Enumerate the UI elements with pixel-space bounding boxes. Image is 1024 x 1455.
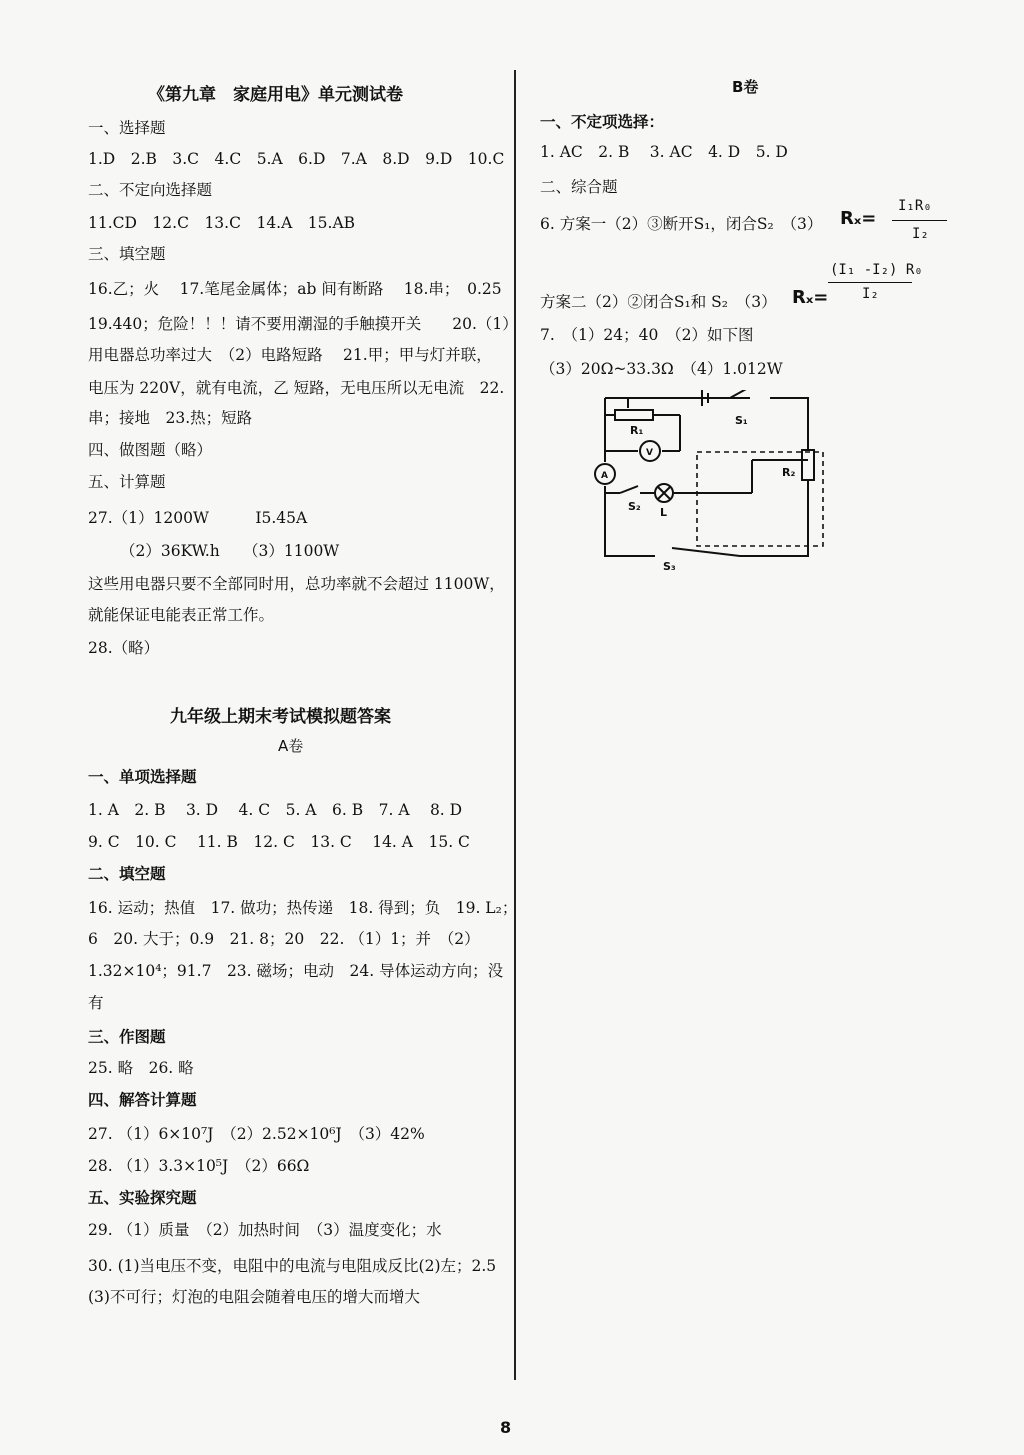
a-paper-line: 1.32×10⁴；91.7 23. 磁场；电动 24. 导体运动方向；没 (88, 962, 504, 980)
chapter9-line: （2）36KW.h （3）1100W (120, 542, 340, 560)
b-section2-heading: 二、综合题 (540, 178, 618, 196)
a-paper-line: 16. 运动；热值 17. 做功；热传递 18. 得到；负 19. L₂； (88, 899, 518, 917)
chapter9-line: 28.（略） (88, 639, 160, 657)
formula2-denominator: I₂ (862, 286, 879, 302)
voltmeter-label: V (646, 448, 653, 458)
formula2-numerator: (I₁ -I₂) R₀ (830, 262, 923, 278)
chapter9-line: 串；接地 23.热；短路 (88, 409, 253, 427)
r2-label: R₂ (782, 466, 796, 479)
chapter9-line: 二、不定向选择题 (88, 181, 213, 199)
chapter9-line: 就能保证电能表正常工作。 (88, 606, 275, 624)
a-paper-line: 29. （1）质量 （2）加热时间 （3）温度变化；水 (88, 1221, 442, 1239)
a-paper-line: 二、填空题 (88, 865, 166, 883)
b-q7-line2: （3）20Ω~33.3Ω （4）1.012W (540, 360, 783, 378)
r1-label: R₁ (630, 424, 644, 437)
chapter9-line: 11.CD 12.C 13.C 14.A 15.AB (88, 214, 356, 232)
b-section1-answers: 1. AC 2. B 3. AC 4. D 5. D (540, 143, 788, 161)
a-paper-line: 9. C 10. C 11. B 12. C 13. C 14. A 15. C (88, 833, 470, 851)
formula1-numerator: I₁R₀ (898, 198, 932, 214)
lamp-label: L (660, 506, 668, 519)
s3-label: S₃ (663, 560, 676, 573)
a-paper-line: 28. （1）3.3×10⁵J （2）66Ω (88, 1157, 310, 1175)
s2-label: S₂ (628, 500, 641, 513)
b-q6-plan2: 方案二（2）②闭合S₁和 S₂ （3） (540, 293, 777, 311)
rx-label-2: Rₓ= (792, 287, 829, 308)
exam-title: 九年级上期末考试模拟题答案 (170, 707, 391, 727)
a-paper-line: 五、实验探究题 (88, 1189, 197, 1207)
s1-label: S₁ (735, 414, 748, 427)
chapter9-line: 27.（1）1200W I5.45A (88, 509, 308, 527)
formula2-bar (828, 282, 912, 283)
a-paper-line: 6 20. 大于；0.9 21. 8；20 22. （1）1；并 （2） (88, 930, 480, 948)
b-q6-plan1: 6. 方案一（2）③断开S₁，闭合S₂ （3） (540, 215, 823, 233)
chapter9-line: 16.乙；火 17.笔尾金属体；ab 间有断路 18.串； 0.25 (88, 280, 502, 298)
a-paper-line: 25. 略 26. 略 (88, 1059, 194, 1077)
circuit-diagram (590, 390, 830, 580)
a-paper-line: 有 (88, 994, 104, 1012)
chapter9-line: 用电器总功率过大 （2）电路短路 21.甲；甲与灯并联， (88, 346, 492, 364)
chapter9-title: 《第九章 家庭用电》单元测试卷 (148, 85, 403, 105)
formula1-denominator: I₂ (912, 226, 929, 242)
chapter9-line: 19.440；危险！！！请不要用潮湿的手触摸开关 20.（1） (88, 315, 518, 333)
formula1-bar (892, 220, 947, 221)
page-number: 8 (500, 1418, 512, 1437)
chapter9-line: 五、计算题 (88, 473, 166, 491)
a-paper-line: 一、单项选择题 (88, 768, 197, 786)
a-paper-line: 27. （1）6×10⁷J （2）2.52×10⁶J （3）42% (88, 1125, 425, 1143)
chapter9-line: 电压为 220V，就有电流，乙 短路，无电压所以无电流 22. (88, 379, 505, 397)
a-paper-line: (3)不可行；灯泡的电阻会随着电压的增大而增大 (88, 1288, 420, 1306)
ammeter-label: A (601, 471, 608, 481)
chapter9-line: 四、做图题（略） (88, 441, 213, 459)
rx-label-1: Rₓ= (840, 208, 877, 229)
b-q7-line1: 7. （1）24；40 （2）如下图 (540, 326, 754, 344)
b-paper-title: B卷 (732, 78, 759, 96)
b-section1-heading: 一、不定项选择： (540, 113, 665, 131)
chapter9-line: 1.D 2.B 3.C 4.C 5.A 6.D 7.A 8.D 9.D 10.C (88, 150, 505, 168)
a-paper-line: 四、解答计算题 (88, 1091, 197, 1109)
a-paper-title: A卷 (278, 737, 304, 755)
a-paper-line: 三、作图题 (88, 1028, 166, 1046)
a-paper-line: 1. A 2. B 3. D 4. C 5. A 6. B 7. A 8. D (88, 801, 463, 819)
chapter9-line: 三、填空题 (88, 245, 166, 263)
chapter9-line: 一、选择题 (88, 119, 166, 137)
column-divider (514, 70, 516, 1380)
a-paper-line: 30. (1)当电压不变，电阻中的电流与电阻成反比(2)左；2.5 (88, 1257, 497, 1275)
chapter9-line: 这些用电器只要不全部同时用，总功率就不会超过 1100W， (88, 575, 505, 593)
